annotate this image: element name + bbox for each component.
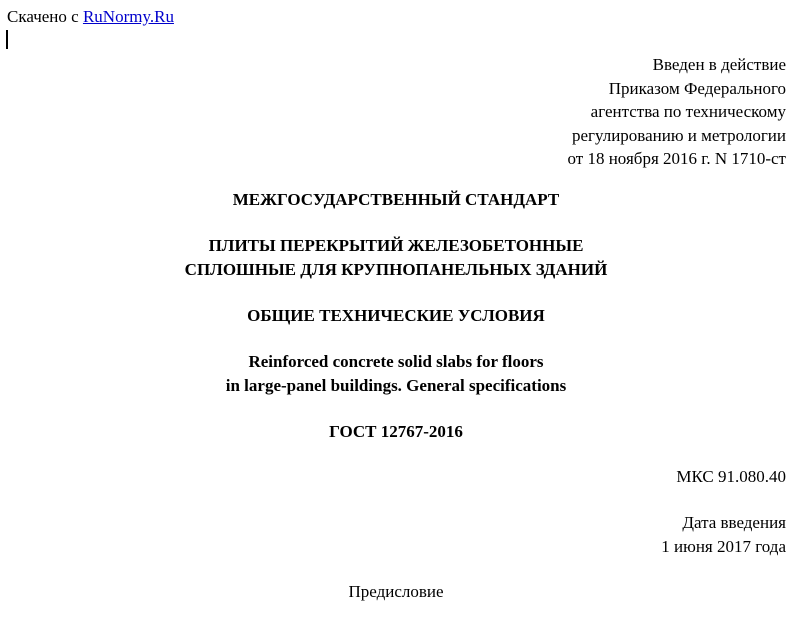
russian-subtitle-text: ОБЩИЕ ТЕХНИЧЕСКИЕ УСЛОВИЯ: [247, 306, 545, 325]
preface-heading: Предисловие: [348, 582, 444, 601]
source-prefix: Скачено с: [7, 7, 83, 26]
english-title: [0, 350, 792, 397]
source-link[interactable]: RuNormy.Ru: [82, 7, 174, 26]
gost-number: [0, 420, 792, 444]
enactment-line: регулированию и метрологии: [571, 125, 786, 145]
enactment-line: Приказом Федерального: [608, 78, 786, 98]
source-line: [7, 7, 174, 27]
text-caret: [6, 30, 8, 49]
standard-type-heading: [0, 188, 792, 212]
introduction-date-value: 1 июня 2017 года: [661, 536, 786, 556]
russian-title: [0, 234, 792, 281]
russian-subtitle: [0, 304, 792, 328]
enactment-line: Введен в действие: [652, 55, 786, 74]
russian-title-line: СПЛОШНЫЕ ДЛЯ КРУПНОПАНЕЛЬНЫХ ЗДАНИЙ: [184, 259, 608, 279]
gost-number-text: ГОСТ 12767-2016: [329, 422, 463, 441]
russian-title-line: ПЛИТЫ ПЕРЕКРЫТИЙ ЖЕЛЕЗОБЕТОННЫЕ: [208, 236, 584, 255]
introduction-date-label: Дата введения: [682, 513, 786, 532]
introduction-date-block: [661, 511, 786, 558]
enactment-block: [568, 53, 787, 171]
standard-type-text: МЕЖГОСУДАРСТВЕННЫЙ СТАНДАРТ: [232, 190, 560, 209]
english-title-line: Reinforced concrete solid slabs for floors: [248, 352, 544, 371]
mks-code: МКС 91.080.40: [676, 467, 786, 486]
english-title-line: in large-panel buildings. General specifications: [225, 375, 567, 395]
enactment-line: от 18 ноября 2016 г. N 1710-ст: [567, 149, 786, 168]
enactment-line: агентства по техническому: [590, 102, 786, 121]
